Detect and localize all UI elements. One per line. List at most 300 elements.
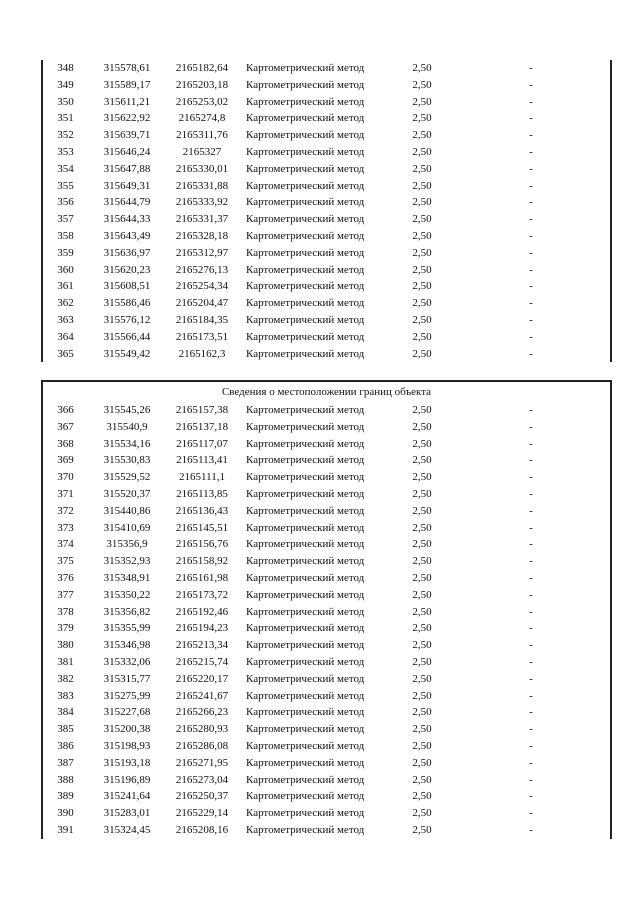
table-row — [43, 452, 610, 469]
table-row — [43, 161, 610, 178]
y-coordinate: 2165145,51 — [175, 521, 229, 534]
point-description: - — [529, 62, 533, 74]
y-coordinate: 2165136,43 — [175, 504, 229, 517]
y-coordinate: 2165111,1 — [179, 471, 225, 484]
precision-value: 2,50 — [412, 622, 432, 635]
x-coordinate: 315200,38 — [103, 723, 151, 736]
determination-method: Картометрический метод — [246, 229, 365, 242]
x-coordinate: 315227,68 — [103, 706, 151, 719]
precision-value: 2,50 — [412, 404, 432, 416]
precision-value: 2,50 — [412, 487, 432, 500]
y-coordinate: 2165156,76 — [175, 538, 229, 551]
point-number: 380 — [57, 639, 74, 652]
point-number: 382 — [57, 672, 74, 685]
x-coordinate: 315646,24 — [103, 145, 151, 158]
y-coordinate: 2165184,35 — [175, 313, 229, 326]
table-row — [43, 704, 610, 721]
x-coordinate: 315622,92 — [103, 112, 151, 125]
precision-value: 2,50 — [412, 263, 432, 276]
determination-method: Картометрический метод — [246, 756, 365, 769]
y-coordinate: 2165253,02 — [175, 95, 229, 108]
precision-value: 2,50 — [412, 112, 432, 125]
x-coordinate: 315620,23 — [103, 263, 151, 276]
y-coordinate: 2165311,76 — [176, 129, 228, 142]
table-row — [43, 671, 610, 688]
precision-value: 2,50 — [412, 437, 432, 450]
point-number: 387 — [57, 756, 74, 769]
point-description: - — [529, 807, 533, 820]
point-description: - — [529, 78, 533, 91]
y-coordinate: 2165312,97 — [175, 246, 229, 259]
point-number: 350 — [57, 95, 74, 108]
point-number: 391 — [57, 823, 74, 836]
determination-method: Картометрический метод — [246, 672, 365, 685]
table-row — [43, 194, 610, 211]
precision-value: 2,50 — [412, 330, 432, 343]
x-coordinate: 315440,86 — [103, 504, 151, 517]
point-description: - — [529, 229, 533, 242]
point-number: 361 — [57, 280, 74, 293]
y-coordinate: 2165331,37 — [175, 213, 229, 226]
point-description: - — [529, 538, 533, 551]
x-coordinate: 315283,01 — [103, 807, 151, 820]
y-coordinate: 2165192,46 — [175, 605, 229, 618]
x-coordinate: 315350,22 — [103, 588, 151, 601]
determination-method: Картометрический метод — [246, 605, 365, 618]
point-number: 359 — [57, 246, 74, 259]
table-row — [43, 620, 610, 637]
point-description: - — [529, 112, 533, 125]
point-description: - — [529, 756, 533, 769]
point-number: 360 — [57, 263, 74, 276]
precision-value: 2,50 — [412, 145, 432, 158]
precision-value: 2,50 — [412, 297, 432, 310]
table-row — [43, 536, 610, 553]
point-number: 369 — [57, 454, 74, 467]
y-coordinate: 2165113,85 — [176, 487, 228, 500]
y-coordinate: 2165276,13 — [175, 263, 229, 276]
point-description: - — [529, 588, 533, 601]
table-row — [43, 278, 610, 295]
x-coordinate: 315275,99 — [103, 689, 151, 702]
y-coordinate: 2165194,23 — [175, 622, 229, 635]
coordinates-table — [43, 402, 610, 839]
determination-method: Картометрический метод — [246, 129, 365, 142]
determination-method: Картометрический метод — [246, 280, 365, 293]
point-number: 371 — [57, 487, 74, 500]
determination-method: Картометрический метод — [246, 330, 365, 343]
y-coordinate: 2165273,04 — [175, 773, 229, 786]
precision-value: 2,50 — [412, 706, 432, 719]
determination-method: Картометрический метод — [246, 790, 365, 803]
point-description: - — [529, 790, 533, 803]
table-row — [43, 419, 610, 436]
table-row — [43, 77, 610, 94]
point-description: - — [529, 622, 533, 635]
x-coordinate: 315540,9 — [106, 420, 148, 433]
determination-method: Картометрический метод — [246, 263, 365, 276]
table-row — [43, 436, 610, 453]
point-number: 389 — [57, 790, 74, 803]
point-number: 367 — [57, 420, 74, 433]
determination-method: Картометрический метод — [246, 404, 365, 416]
table-row — [43, 721, 610, 738]
precision-value: 2,50 — [412, 246, 432, 259]
point-description: - — [529, 823, 533, 836]
point-description: - — [529, 504, 533, 517]
x-coordinate: 315324,45 — [103, 823, 151, 836]
table-row — [43, 329, 610, 346]
x-coordinate: 315608,51 — [103, 280, 151, 293]
table-row — [43, 312, 610, 329]
x-coordinate: 315352,93 — [103, 555, 151, 568]
table-row — [43, 262, 610, 279]
point-number: 353 — [57, 145, 74, 158]
y-coordinate: 2165330,01 — [175, 162, 229, 175]
point-number: 366 — [57, 404, 74, 416]
precision-value: 2,50 — [412, 655, 432, 668]
y-coordinate: 2165250,37 — [175, 790, 229, 803]
point-description: - — [529, 129, 533, 142]
table-row — [43, 553, 610, 570]
y-coordinate: 2165254,34 — [175, 280, 229, 293]
y-coordinate: 2165266,23 — [175, 706, 229, 719]
determination-method: Картометрический метод — [246, 706, 365, 719]
determination-method: Картометрический метод — [246, 112, 365, 125]
precision-value: 2,50 — [412, 454, 432, 467]
y-coordinate: 2165220,17 — [175, 672, 229, 685]
point-number: 373 — [57, 521, 74, 534]
table-row — [43, 127, 610, 144]
precision-value: 2,50 — [412, 773, 432, 786]
table-row — [43, 295, 610, 312]
table-row — [43, 211, 610, 228]
y-coordinate: 2165333,92 — [175, 196, 229, 209]
x-coordinate: 315576,12 — [103, 313, 151, 326]
determination-method: Картометрический метод — [246, 179, 365, 192]
y-coordinate: 2165137,18 — [175, 420, 229, 433]
precision-value: 2,50 — [412, 95, 432, 108]
precision-value: 2,50 — [412, 78, 432, 91]
precision-value: 2,50 — [412, 756, 432, 769]
y-coordinate: 2165229,14 — [175, 807, 229, 820]
table-row — [43, 654, 610, 671]
precision-value: 2,50 — [412, 229, 432, 242]
point-number: 355 — [57, 179, 74, 192]
x-coordinate: 315644,79 — [103, 196, 151, 209]
table-row — [43, 755, 610, 772]
x-coordinate: 315578,61 — [103, 62, 151, 74]
x-coordinate: 315410,69 — [103, 521, 151, 534]
point-description: - — [529, 487, 533, 500]
point-description: - — [529, 471, 533, 484]
precision-value: 2,50 — [412, 807, 432, 820]
precision-value: 2,50 — [412, 605, 432, 618]
point-number: 351 — [57, 112, 74, 125]
point-number: 383 — [57, 689, 74, 702]
table-row — [43, 503, 610, 520]
y-coordinate: 2165173,72 — [175, 588, 229, 601]
point-description: - — [529, 739, 533, 752]
y-coordinate: 2165161,98 — [175, 571, 229, 584]
point-description: - — [529, 145, 533, 158]
y-coordinate: 2165113,41 — [176, 454, 228, 467]
y-coordinate: 2165208,16 — [175, 823, 229, 836]
x-coordinate: 315346,98 — [103, 639, 151, 652]
y-coordinate: 2165157,38 — [175, 404, 229, 416]
table-row — [43, 245, 610, 262]
point-number: 390 — [57, 807, 74, 820]
point-description: - — [529, 347, 533, 360]
determination-method: Картометрический метод — [246, 689, 365, 702]
point-description: - — [529, 196, 533, 209]
determination-method: Картометрический метод — [246, 521, 365, 534]
table-row — [43, 94, 610, 111]
point-description: - — [529, 689, 533, 702]
determination-method: Картометрический метод — [246, 95, 365, 108]
point-number: 365 — [57, 347, 74, 360]
point-description: - — [529, 605, 533, 618]
x-coordinate: 315647,88 — [103, 162, 151, 175]
coordinates-table-continued — [41, 60, 612, 362]
point-number: 384 — [57, 706, 74, 719]
y-coordinate: 2165286,08 — [175, 739, 229, 752]
precision-value: 2,50 — [412, 62, 432, 74]
point-number: 356 — [57, 196, 74, 209]
x-coordinate: 315529,52 — [103, 471, 151, 484]
x-coordinate: 315241,64 — [103, 790, 151, 803]
point-number: 357 — [57, 213, 74, 226]
y-coordinate: 2165327 — [182, 145, 222, 158]
precision-value: 2,50 — [412, 313, 432, 326]
table-row — [43, 144, 610, 161]
precision-value: 2,50 — [412, 129, 432, 142]
point-description: - — [529, 297, 533, 310]
point-number: 379 — [57, 622, 74, 635]
precision-value: 2,50 — [412, 588, 432, 601]
precision-value: 2,50 — [412, 723, 432, 736]
point-number: 370 — [57, 471, 74, 484]
determination-method: Картометрический метод — [246, 538, 365, 551]
point-number: 381 — [57, 655, 74, 668]
x-coordinate: 315545,26 — [103, 404, 151, 416]
point-description: - — [529, 723, 533, 736]
determination-method: Картометрический метод — [246, 454, 365, 467]
precision-value: 2,50 — [412, 739, 432, 752]
precision-value: 2,50 — [412, 672, 432, 685]
point-description: - — [529, 263, 533, 276]
point-description: - — [529, 672, 533, 685]
point-description: - — [529, 95, 533, 108]
table-row — [43, 469, 610, 486]
point-description: - — [529, 162, 533, 175]
precision-value: 2,50 — [412, 471, 432, 484]
point-description: - — [529, 773, 533, 786]
y-coordinate: 2165204,47 — [175, 297, 229, 310]
determination-method: Картометрический метод — [246, 62, 365, 74]
x-coordinate: 315639,71 — [103, 129, 151, 142]
point-number: 349 — [57, 78, 74, 91]
point-number: 372 — [57, 504, 74, 517]
table-row — [43, 688, 610, 705]
determination-method: Картометрический метод — [246, 571, 365, 584]
y-coordinate: 2165203,18 — [175, 78, 229, 91]
determination-method: Картометрический метод — [246, 588, 365, 601]
x-coordinate: 315198,93 — [103, 739, 151, 752]
precision-value: 2,50 — [412, 196, 432, 209]
point-description: - — [529, 706, 533, 719]
x-coordinate: 315356,82 — [103, 605, 151, 618]
determination-method: Картометрический метод — [246, 297, 365, 310]
point-number: 388 — [57, 773, 74, 786]
point-number: 362 — [57, 297, 74, 310]
determination-method: Картометрический метод — [246, 313, 365, 326]
determination-method: Картометрический метод — [246, 78, 365, 91]
x-coordinate: 315586,46 — [103, 297, 151, 310]
table-row — [43, 587, 610, 604]
precision-value: 2,50 — [412, 280, 432, 293]
determination-method: Картометрический метод — [246, 471, 365, 484]
x-coordinate: 315589,17 — [103, 78, 151, 91]
determination-method: Картометрический метод — [246, 347, 365, 360]
point-description: - — [529, 179, 533, 192]
precision-value: 2,50 — [412, 571, 432, 584]
table-row — [43, 346, 610, 363]
determination-method: Картометрический метод — [246, 555, 365, 568]
determination-method: Картометрический метод — [246, 420, 365, 433]
x-coordinate: 315644,33 — [103, 213, 151, 226]
determination-method: Картометрический метод — [246, 246, 365, 259]
x-coordinate: 315356,9 — [106, 538, 148, 551]
precision-value: 2,50 — [412, 179, 432, 192]
table-row — [43, 520, 610, 537]
point-number: 348 — [57, 62, 74, 74]
determination-method: Картометрический метод — [246, 437, 365, 450]
point-number: 352 — [57, 129, 74, 142]
x-coordinate: 315355,99 — [103, 622, 151, 635]
x-coordinate: 315566,44 — [103, 330, 151, 343]
determination-method: Картометрический метод — [246, 145, 365, 158]
point-number: 368 — [57, 437, 74, 450]
x-coordinate: 315649,31 — [103, 179, 151, 192]
precision-value: 2,50 — [412, 639, 432, 652]
x-coordinate: 315348,91 — [103, 571, 151, 584]
point-number: 375 — [57, 555, 74, 568]
precision-value: 2,50 — [412, 538, 432, 551]
y-coordinate: 2165331,88 — [175, 179, 229, 192]
determination-method: Картометрический метод — [246, 196, 365, 209]
point-description: - — [529, 454, 533, 467]
x-coordinate: 315196,89 — [103, 773, 151, 786]
precision-value: 2,50 — [412, 347, 432, 360]
determination-method: Картометрический метод — [246, 162, 365, 175]
point-description: - — [529, 639, 533, 652]
point-number: 358 — [57, 229, 74, 242]
y-coordinate: 2165117,07 — [176, 437, 228, 450]
x-coordinate: 315530,83 — [103, 454, 151, 467]
table-row — [43, 178, 610, 195]
x-coordinate: 315549,42 — [103, 347, 151, 360]
determination-method: Картометрический метод — [246, 807, 365, 820]
x-coordinate: 315332,06 — [103, 655, 151, 668]
determination-method: Картометрический метод — [246, 504, 365, 517]
table-row — [43, 60, 610, 77]
precision-value: 2,50 — [412, 790, 432, 803]
table-row — [43, 110, 610, 127]
determination-method: Картометрический метод — [246, 773, 365, 786]
table-row — [43, 228, 610, 245]
x-coordinate: 315520,37 — [103, 487, 151, 500]
precision-value: 2,50 — [412, 504, 432, 517]
point-number: 364 — [57, 330, 74, 343]
table-row — [43, 788, 610, 805]
point-number: 385 — [57, 723, 74, 736]
point-description: - — [529, 555, 533, 568]
y-coordinate: 2165215,74 — [175, 655, 229, 668]
precision-value: 2,50 — [412, 162, 432, 175]
y-coordinate: 2165241,67 — [175, 689, 229, 702]
determination-method: Картометрический метод — [246, 622, 365, 635]
point-number: 376 — [57, 571, 74, 584]
x-coordinate: 315636,97 — [103, 246, 151, 259]
y-coordinate: 2165158,92 — [175, 555, 229, 568]
table-row — [43, 738, 610, 755]
point-description: - — [529, 420, 533, 433]
point-number: 378 — [57, 605, 74, 618]
point-description: - — [529, 280, 533, 293]
table-row — [43, 570, 610, 587]
determination-method: Картометрический метод — [246, 487, 365, 500]
x-coordinate: 315534,16 — [103, 437, 151, 450]
y-coordinate: 2165280,93 — [175, 723, 229, 736]
table-row — [43, 402, 610, 419]
point-description: - — [529, 213, 533, 226]
determination-method: Картометрический метод — [246, 639, 365, 652]
table-row — [43, 772, 610, 789]
determination-method: Картометрический метод — [246, 213, 365, 226]
precision-value: 2,50 — [412, 555, 432, 568]
point-description: - — [529, 521, 533, 534]
x-coordinate: 315193,18 — [103, 756, 151, 769]
x-coordinate: 315643,49 — [103, 229, 151, 242]
y-coordinate: 2165213,34 — [175, 639, 229, 652]
x-coordinate: 315315,77 — [103, 672, 151, 685]
point-number: 374 — [57, 538, 74, 551]
table-row — [43, 486, 610, 503]
determination-method: Картометрический метод — [246, 823, 365, 836]
y-coordinate: 2165182,64 — [175, 62, 229, 74]
precision-value: 2,50 — [412, 213, 432, 226]
point-description: - — [529, 655, 533, 668]
table-row — [43, 822, 610, 839]
precision-value: 2,50 — [412, 823, 432, 836]
point-description: - — [529, 437, 533, 450]
precision-value: 2,50 — [412, 420, 432, 433]
point-description: - — [529, 571, 533, 584]
y-coordinate: 2165274,8 — [178, 112, 226, 125]
determination-method: Картометрический метод — [246, 655, 365, 668]
point-description: - — [529, 330, 533, 343]
determination-method: Картометрический метод — [246, 723, 365, 736]
precision-value: 2,50 — [412, 689, 432, 702]
point-number: 377 — [57, 588, 74, 601]
y-coordinate: 2165328,18 — [175, 229, 229, 242]
table-row — [43, 805, 610, 822]
y-coordinate: 2165271,95 — [175, 756, 229, 769]
x-coordinate: 315611,21 — [103, 95, 151, 108]
point-description: - — [529, 313, 533, 326]
boundary-location-section — [41, 380, 612, 839]
